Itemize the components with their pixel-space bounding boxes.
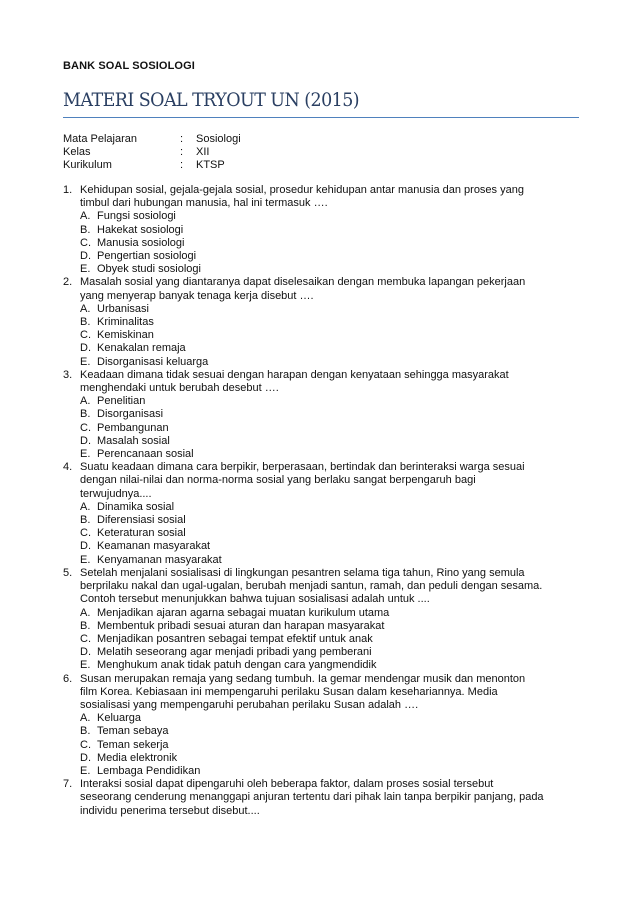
option-letter: D. xyxy=(80,540,91,553)
option-text: Masalah sosial xyxy=(97,434,170,447)
answer-option xyxy=(80,514,588,527)
answer-option xyxy=(80,237,588,250)
option-text: Fungsi sosiologi xyxy=(97,210,176,223)
option-letter: E. xyxy=(80,448,91,461)
document-title: MATERI SOAL TRYOUT UN (2015) xyxy=(63,89,360,111)
question-text-line: berprilaku nakal dan ugal-ugalan, berubah menjadi santun, ramah, dan peduli dengan sesama. xyxy=(80,580,543,593)
option-text: Media elektronik xyxy=(97,751,178,764)
answer-option xyxy=(80,342,588,355)
option-text: Diferensiasi sosial xyxy=(97,514,186,527)
question-text-line: Susan merupakan remaja yang sedang tumbuh. Ia gemar mendengar musik dan menonton xyxy=(80,672,526,685)
option-text: Obyek studi sosiologi xyxy=(97,263,201,276)
question-text-line: Masalah sosial yang diantaranya dapat diselesaikan dengan membuka lapangan pekerjaan xyxy=(80,276,526,289)
option-text: Teman sebaya xyxy=(97,725,169,738)
option-letter: D. xyxy=(80,342,91,355)
option-letter: A. xyxy=(80,395,91,408)
answer-option xyxy=(80,752,588,765)
question-body xyxy=(80,184,588,276)
option-text: Urbanisasi xyxy=(97,302,149,315)
option-letter: A. xyxy=(80,712,91,725)
question-text-line: Keadaan dimana tidak sesuai dengan harapan dengan kenyataan sehingga masyarakat xyxy=(80,368,509,381)
question-text-line: Suatu keadaan dimana cara berpikir, berperasaan, bertindak dan berinteraksi warga sesuai xyxy=(80,461,525,474)
option-letter: C. xyxy=(80,236,91,249)
option-text: Lembaga Pendidikan xyxy=(97,764,201,777)
option-text: Menghukum anak tidak patuh dengan cara yangmendidik xyxy=(97,659,377,672)
question-text-line: film Korea. Kebiasaan ini mempengaruhi perilaku Susan dalam kesehariannya. Media xyxy=(80,685,498,698)
answer-option xyxy=(80,620,588,633)
subject-info xyxy=(63,133,241,172)
option-letter: D. xyxy=(80,434,91,447)
option-text: Pengertian sosiologi xyxy=(97,250,197,263)
answer-option xyxy=(80,408,588,421)
question-text-line: Kehidupan sosial, gejala-gejala sosial, prosedur kehidupan antar manusia dan proses yang xyxy=(80,184,524,196)
question-number: 3. xyxy=(63,368,73,381)
option-letter: D. xyxy=(80,751,91,764)
option-letter: A. xyxy=(80,302,91,315)
meta-key: Mata Pelajaran xyxy=(63,133,137,145)
meta-key: Kelas xyxy=(63,146,91,158)
question-text-line: Interaksi sosial dapat dipengaruhi oleh beberapa faktor, dalam proses sosial tersebut xyxy=(80,778,494,791)
option-text: Kenakalan remaja xyxy=(97,342,186,355)
option-letter: E. xyxy=(80,355,91,368)
question-text-line: terwujudnya.... xyxy=(80,487,152,500)
question-number: 5. xyxy=(63,566,73,579)
answer-option xyxy=(80,395,588,408)
question-text-line: Setelah menjalani sosialisasi di lingkungan pesantren selama tiga tahun, Rino yang semula xyxy=(80,566,525,579)
option-text: Disorganisasi keluarga xyxy=(97,355,209,368)
question-body xyxy=(80,461,588,567)
answer-option xyxy=(80,250,588,263)
question-number: 2. xyxy=(63,276,73,289)
question-body xyxy=(80,369,588,461)
title-divider xyxy=(63,117,579,118)
option-letter: C. xyxy=(80,738,91,751)
question-body xyxy=(80,567,588,673)
meta-colon: : xyxy=(180,146,184,158)
option-letter: E. xyxy=(80,659,91,672)
answer-option xyxy=(80,646,588,659)
question-item xyxy=(63,369,588,461)
option-letter: B. xyxy=(80,223,91,236)
question-number: 1. xyxy=(63,184,73,196)
answer-option xyxy=(80,448,588,461)
meta-row-class xyxy=(63,146,241,159)
option-text: Perencanaan sosial xyxy=(97,448,194,461)
meta-colon: : xyxy=(180,159,184,171)
option-letter: D. xyxy=(80,250,91,263)
question-item xyxy=(63,567,588,673)
option-letter: A. xyxy=(80,606,91,619)
meta-row-curriculum xyxy=(63,159,241,172)
answer-option xyxy=(80,356,588,369)
option-text: Kemiskinan xyxy=(97,329,154,342)
question-item xyxy=(63,673,588,779)
answer-option xyxy=(80,765,588,778)
option-text: Pembangunan xyxy=(97,421,169,434)
question-list xyxy=(63,184,588,818)
option-text: Manusia sosiologi xyxy=(97,236,185,249)
option-text: Hakekat sosiologi xyxy=(97,223,184,236)
meta-value: XII xyxy=(196,146,210,158)
answer-option xyxy=(80,633,588,646)
question-text-line: menghendaki untuk berubah desebut …. xyxy=(80,382,279,395)
question-body xyxy=(80,778,588,818)
option-letter: E. xyxy=(80,263,91,276)
answer-option xyxy=(80,607,588,620)
question-text-line: yang menyerap banyak tenaga kerja disebut …. xyxy=(80,289,314,302)
option-text: Menjadikan ajaran agarna sebagai muatan kurikulum utama xyxy=(97,606,390,619)
option-text: Membentuk pribadi sesuai aturan dan harapan masyarakat xyxy=(97,619,385,632)
option-text: Kenyamanan masyarakat xyxy=(97,553,222,566)
option-text: Melatih seseorang agar menjadi pribadi yang pemberani xyxy=(97,646,372,659)
question-body xyxy=(80,276,588,368)
answer-option xyxy=(80,329,588,342)
answer-option xyxy=(80,303,588,316)
option-text: Teman sekerja xyxy=(97,738,169,751)
answer-option xyxy=(80,501,588,514)
meta-colon: : xyxy=(180,133,184,145)
meta-value: KTSP xyxy=(196,159,225,171)
question-number: 4. xyxy=(63,461,73,474)
question-text-line: seseorang cenderung menanggapi anjuran tertentu dari pihak lain tanpa berpikir panjang, pada xyxy=(80,791,544,804)
option-letter: B. xyxy=(80,316,91,329)
answer-option xyxy=(80,210,588,223)
question-item xyxy=(63,184,588,276)
option-text: Disorganisasi xyxy=(97,408,164,421)
question-text-line: individu penerima tersebut disebut.... xyxy=(80,804,260,817)
option-letter: A. xyxy=(80,210,91,223)
option-letter: C. xyxy=(80,632,91,645)
option-text: Keteraturan sosial xyxy=(97,527,186,540)
answer-option xyxy=(80,435,588,448)
meta-row-subject xyxy=(63,133,241,146)
option-letter: B. xyxy=(80,408,91,421)
meta-key: Kurikulum xyxy=(63,159,112,171)
question-number: 6. xyxy=(63,672,73,685)
question-number: 7. xyxy=(63,778,73,791)
bank-soal-label: BANK SOAL SOSIOLOGI xyxy=(63,60,195,72)
question-text-line: sosialisasi yang mempengaruhi perubahan perilaku Susan adalah …. xyxy=(80,698,419,711)
question-item xyxy=(63,461,588,567)
question-body xyxy=(80,673,588,779)
question-item xyxy=(63,778,588,818)
option-text: Penelitian xyxy=(97,395,146,408)
answer-option xyxy=(80,422,588,435)
answer-option xyxy=(80,739,588,752)
option-text: Kriminalitas xyxy=(97,316,154,329)
answer-option xyxy=(80,712,588,725)
answer-option xyxy=(80,540,588,553)
question-text-line: dengan nilai-nilai dan norma-norma sosial yang berlaku sangat berpengaruh bagi xyxy=(80,474,476,487)
option-letter: C. xyxy=(80,527,91,540)
answer-option xyxy=(80,554,588,567)
question-text-line: timbul dari hubungan manusia, hal ini termasuk …. xyxy=(80,197,328,210)
option-letter: B. xyxy=(80,514,91,527)
question-item xyxy=(63,276,588,368)
question-text-line: Contoh tersebut menunjukkan bahwa tujuan sosialisasi adalah untuk .... xyxy=(80,593,430,606)
option-text: Keamanan masyarakat xyxy=(97,540,211,553)
option-text: Dinamika sosial xyxy=(97,500,175,513)
answer-option xyxy=(80,725,588,738)
option-text: Menjadikan posantren sebagai tempat efektif untuk anak xyxy=(97,632,373,645)
answer-option xyxy=(80,224,588,237)
option-letter: D. xyxy=(80,646,91,659)
option-letter: A. xyxy=(80,500,91,513)
option-letter: C. xyxy=(80,329,91,342)
option-letter: E. xyxy=(80,764,91,777)
answer-option xyxy=(80,263,588,276)
answer-option xyxy=(80,659,588,672)
option-letter: B. xyxy=(80,619,91,632)
option-letter: C. xyxy=(80,421,91,434)
answer-option xyxy=(80,527,588,540)
option-letter: E. xyxy=(80,553,91,566)
option-letter: B. xyxy=(80,725,91,738)
option-text: Keluarga xyxy=(97,712,142,725)
meta-value: Sosiologi xyxy=(196,133,241,145)
answer-option xyxy=(80,316,588,329)
